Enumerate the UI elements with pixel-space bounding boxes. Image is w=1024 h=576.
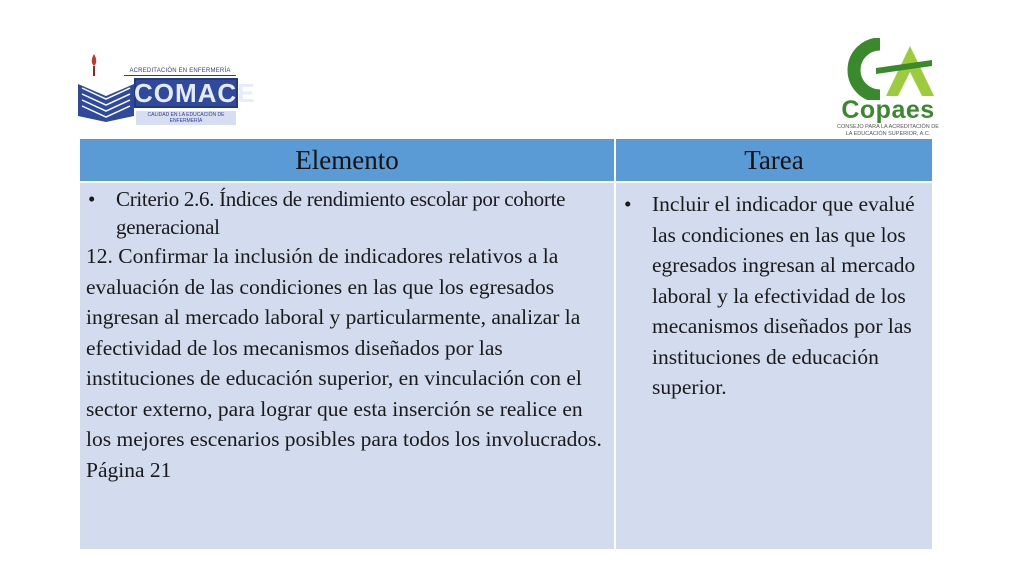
- criteria-table: [80, 139, 932, 549]
- tarea-bullet-item: [622, 189, 926, 403]
- header-elemento: Elemento: [80, 139, 616, 181]
- criterion-bullet-item: [86, 185, 608, 241]
- comace-logo: [74, 52, 256, 126]
- copaes-wordmark: Copaes: [841, 96, 935, 124]
- flame-icon: [90, 54, 98, 76]
- copaes-mark-icon: [836, 38, 936, 100]
- comace-top-text: ACREDITACIÓN EN ENFERMERÍA: [124, 68, 236, 76]
- page-reference: Página 21: [86, 457, 172, 482]
- bullet-icon: •: [624, 192, 632, 216]
- bullet-icon: •: [88, 187, 96, 211]
- comace-wordmark: COMACE: [134, 78, 256, 108]
- book-emblem-icon: [76, 76, 136, 122]
- elemento-body: 12. Confirmar la inclusión de indicadores relativos a la evaluación de las condiciones en las que los egresados ingresan al mercado laboral y particularmente, analizar la efectividad de los mecanismos diseñados por las instituciones de educación superior, en vinculación con el sector externo, para lograr que esta inserción se realice en los mejores escenarios posibles para todos los involucrados.: [86, 244, 602, 451]
- copaes-subtitle: CONSEJO PARA LA ACREDITACIÓN DE LA EDUCACIÓN SUPERIOR, A.C.: [837, 124, 939, 137]
- comace-bottom-text: CALIDAD EN LA EDUCACIÓN DE ENFERMERÍA: [136, 111, 236, 125]
- header-tarea: Tarea: [616, 139, 932, 181]
- tarea-text: Incluir el indicador que evalué las condiciones en las que los egresados ingresan al mercado laboral y la efectividad de los mecanismos diseñados por las instituciones de educación superior.: [652, 192, 916, 399]
- elemento-cell: [80, 181, 616, 549]
- copaes-logo: [832, 38, 944, 138]
- tarea-cell: [616, 181, 932, 549]
- criterion-title: Criterio 2.6. Índices de rendimiento escolar por cohorte generacional: [116, 187, 566, 239]
